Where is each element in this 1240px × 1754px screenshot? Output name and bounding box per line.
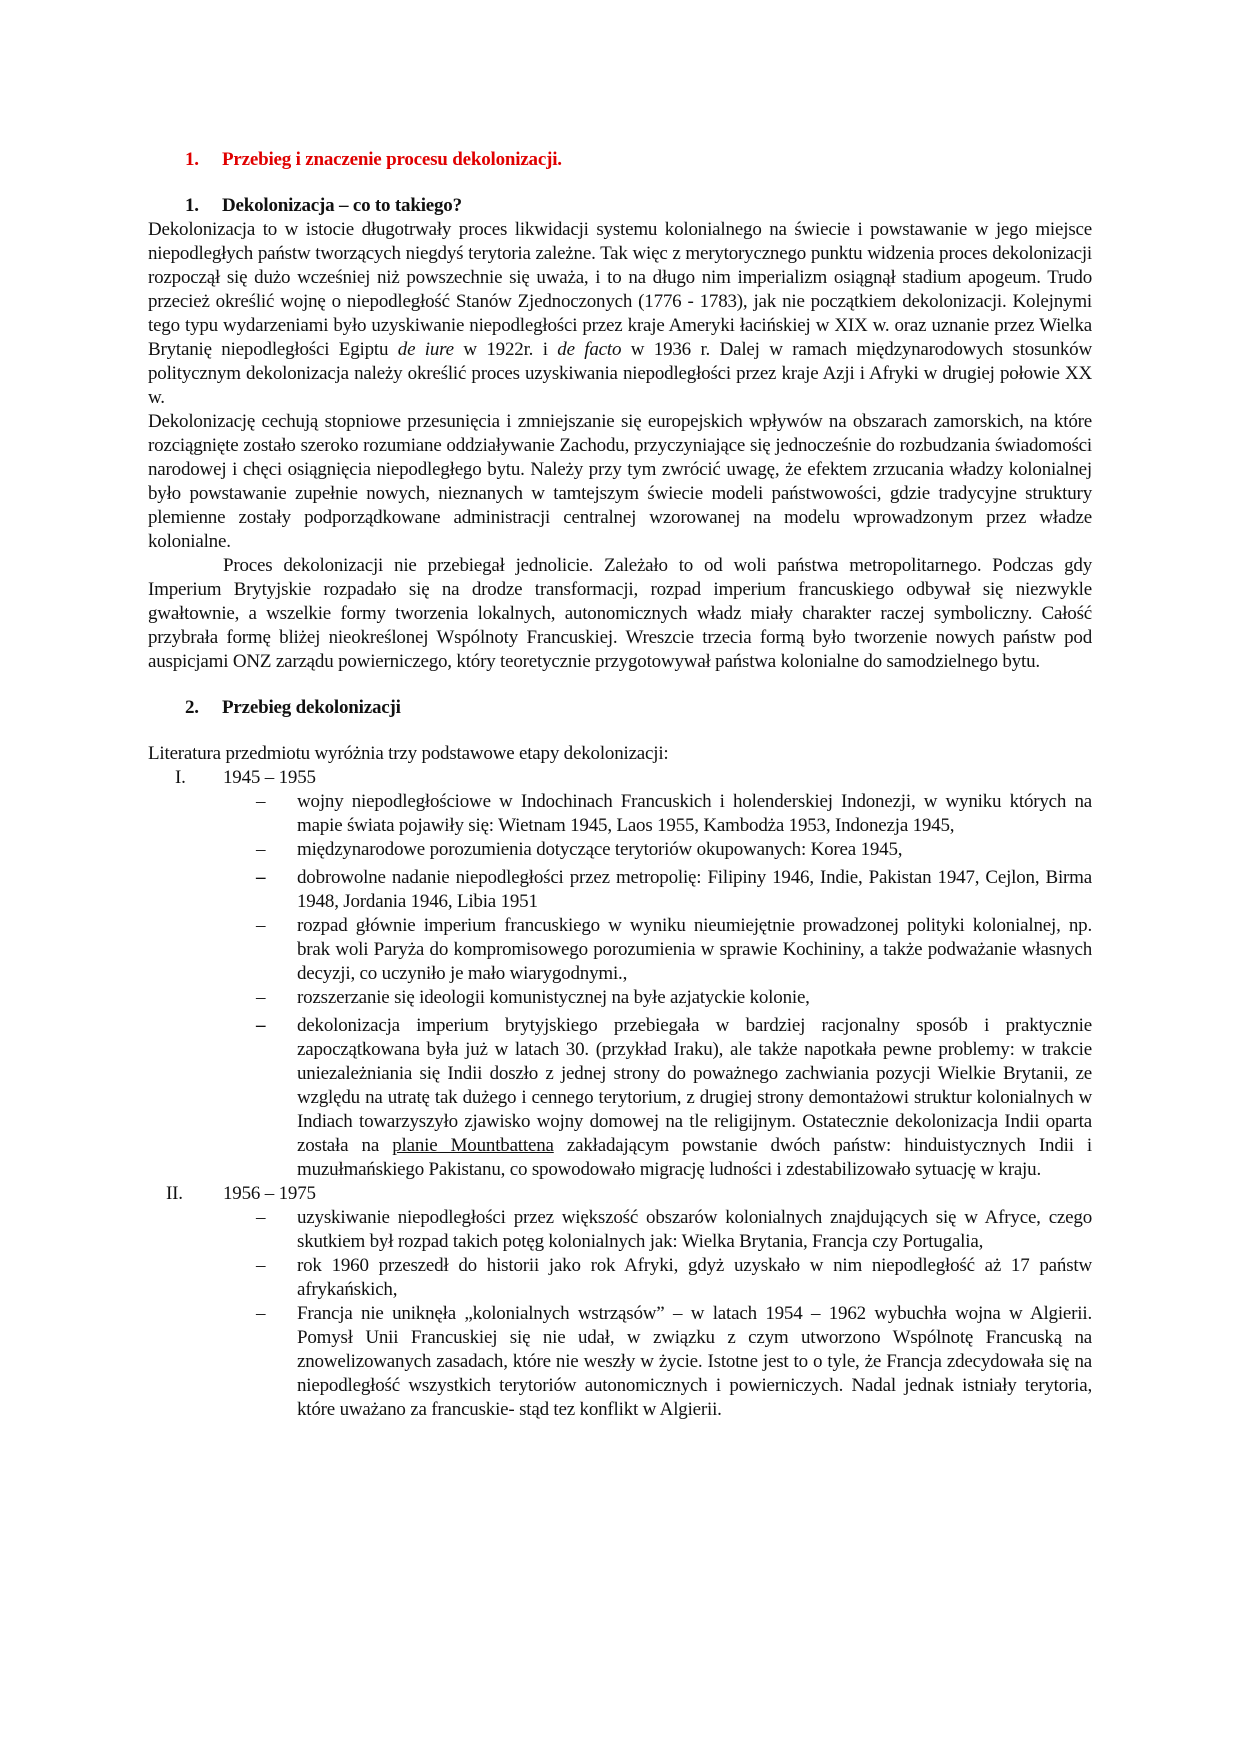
section-number: 2.: [185, 697, 199, 718]
dash-bullet-icon: –: [256, 791, 266, 812]
heading-number: 1.: [185, 149, 199, 170]
dash-bullet-icon: –: [256, 1255, 266, 1276]
main-heading: [148, 148, 1092, 172]
list-item-text: Francja nie uniknęła „kolonialnych wstrząsów” – w latach 1954 – 1962 wybuchła wojna w Algierii. Pomysł Unii Francuskiej się nie udał, w związku z czym utworzono Wspólnotę Francuską na znowelizowanych zasadach, które nie weszły w życie. Istotne jest to o tyle, że Francja zdecydowała się na niepodległość wszystkich terytoriów autonomicznych i powierniczych. Nadal jednak istniały terytoria, które uważano za francuskie- stąd tez konflikt w Algierii.: [297, 1303, 1092, 1420]
dash-bullet-icon: –: [256, 1015, 266, 1036]
stage-period: 1945 – 1955: [223, 767, 316, 788]
stages-intro: Literatura przedmiotu wyróżnia trzy podstawowe etapy dekolonizacji:: [148, 743, 669, 764]
stage-2-heading: [148, 1182, 1092, 1206]
list-item-text: dekolonizacja imperium brytyjskiego przebiegała w bardziej racjonalny sposób i praktycznie zapoczątkowana była już w latach 30. (przykład Iraku), ale także napotkała pewne problemy: w trakcie uniezależniania się Indii doszło z jednej strony do poważnego zachwiania pozycji Wielkie Brytanii, ze względu na utratę tak dużego i cennego terytorium, z drugiej strony demontażowi struktur kolonialnych w Indiach towarzyszyło zjawisko wojny domowej na tle religijnym. Ostatecznie dekolonizacja Indii oparta została na: [297, 1015, 1092, 1156]
section-1-heading: [148, 194, 1092, 218]
dash-bullet-icon: –: [256, 915, 266, 936]
roman-numeral: I.: [175, 767, 186, 788]
section-title: Przebieg dekolonizacji: [222, 697, 401, 718]
italic-de-facto: de facto: [557, 339, 622, 360]
list-item: [256, 866, 1092, 914]
italic-de-iure: de iure: [397, 339, 454, 360]
list-item-text: wojny niepodległościowe w Indochinach Francuskich i holenderskiej Indonezji, w wyniku których na mapie świata pojawiły się: Wietnam 1945, Laos 1955, Kambodża 1953, Indonezja 1945,: [297, 791, 1092, 836]
list-item: [256, 1302, 1092, 1422]
section-2-heading: [148, 696, 1092, 720]
section-title: Dekolonizacja – co to takiego?: [222, 195, 462, 216]
text-run: w 1922r. i: [453, 339, 558, 360]
heading-text: Przebieg i znaczenie procesu dekolonizacji.: [222, 149, 562, 170]
text-run: Dekolonizacja to w istocie długotrwały proces likwidacji systemu kolonialnego na świecie i powstawanie w jego miejsce niepodległych państw tworzących niegdyś terytoria zależne. Tak więc z merytorycznego punktu widzenia proces dekolonizacji rozpoczął się dużo wcześniej niż powszechnie się uważa, i to na długo nim imperializm osiągnął stadium apogeum. Trudo przecież określić wojnę o niepodległość Stanów Zjednoczonych (1776 - 1783), jak nie początkiem dekolonizacji. Kolejnymi tego typu wydarzeniami było uzyskiwanie niepodległości przez kraje Ameryki łacińskiej w XIX w. oraz uznanie przez Wielka Brytanię niepodległości Egiptu: [148, 219, 1092, 360]
paragraph-characteristics: Dekolonizację cechują stopniowe przesunięcia i zmniejszanie się europejskich wpływów na obszarach zamorskich, na które rozciągnięte zostało szeroko rozumiane oddziaływanie Zachodu, przyczyniające się jednocześnie do rozbudzania świadomości narodowej i chęci osiągnięcia niepodległego bytu. Należy przy tym zwrócić uwagę, że efektem zrzucania władzy kolonialnej było powstawanie zupełnie nowych, nieznanych w tamtejszym świecie modeli państwowości, gdzie tradycyjne struktury plemienne zostały podporządkowane administracji centralnej wzorowanej na modelu wprowadzonym przez władze kolonialne.: [148, 411, 1092, 552]
list-item-text: dobrowolne nadanie niepodległości przez metropolię: Filipiny 1946, Indie, Pakistan 1947, Cejlon, Birma 1948, Jordania 1946, Libia 1951: [297, 867, 1092, 912]
section-number: 1.: [185, 195, 199, 216]
list-item: [256, 986, 1092, 1010]
list-item: [256, 838, 1092, 862]
list-item-text: rozpad głównie imperium francuskiego w wyniku nieumiejętnie prowadzonej polityki kolonialnej, np. brak woli Paryża do kompromisowego porozumienia w sprawie Kochininy, a także podważanie własnych decyzji, co uczyniło je mało wiarygodnymi.,: [297, 915, 1092, 984]
roman-numeral: II.: [166, 1183, 183, 1204]
list-item-text: zakładającym powstanie dwóch państw: hinduistycznych Indii i muzułmańskiego Pakistanu, co spowodowało migrację ludności i zdestabilizowało sytuację w kraju.: [297, 1135, 1093, 1180]
dash-bullet-icon: –: [256, 1207, 266, 1228]
paragraph-definition: [148, 218, 1092, 410]
list-item: [256, 1254, 1092, 1302]
stage-1-list: [148, 790, 1092, 1182]
dash-bullet-icon: –: [256, 839, 266, 860]
stage-period: 1956 – 1975: [223, 1183, 316, 1204]
list-item-text: rozszerzanie się ideologii komunistycznej na byłe azjatyckie kolonie,: [297, 987, 810, 1008]
list-item: [256, 914, 1092, 986]
list-item: [256, 1206, 1092, 1254]
mountbatten-plan-link[interactable]: planie Mountbattena: [392, 1135, 554, 1156]
list-item-text: rok 1960 przeszedł do historii jako rok Afryki, gdyż uzyskało w nim niepodległość aż 17 państw afrykańskich,: [297, 1255, 1092, 1300]
list-item-text: międzynarodowe porozumienia dotyczące terytoriów okupowanych: Korea 1945,: [297, 839, 903, 860]
stage-1-heading: [148, 766, 1092, 790]
text-run: w 1936 r. Dalej w ramach międzynarodowych stosunków politycznym dekolonizacja należy określić proces uzyskiwania niepodległości przez kraje Azji i Afryki w drugiej połowie XX w.: [148, 339, 1093, 408]
stage-2-list: [148, 1206, 1092, 1422]
list-item: [256, 790, 1092, 838]
list-item: [256, 1014, 1093, 1182]
paragraph-process: Proces dekolonizacji nie przebiegał jednolicie. Zależało to od woli państwa metropolitarnego. Podczas gdy Imperium Brytyjskie rozpadało się na drodze transformacji, rozpad imperium francuskiego odbywał się niezwykle gwałtownie, a wszelkie formy tworzenia lokalnych, autonomicznych władz miały charakter raczej symboliczny. Całość przybrała formę bliżej nieokreślonej Wspólnoty Francuskiej. Wreszcie trzecia formą było tworzenie nowych państw pod auspicjami ONZ zarządu powierniczego, który teoretycznie przygotowywał państwa kolonialne do samodzielnego bytu.: [148, 555, 1092, 672]
document-page: [148, 148, 1092, 1422]
list-item-text: uzyskiwanie niepodległości przez większość obszarów kolonialnych znajdujących się w Afryce, czego skutkiem był rozpad takich potęg kolonialnych jak: Wielka Brytania, Francja czy Portugalia,: [297, 1207, 1092, 1252]
dash-bullet-icon: –: [256, 987, 266, 1008]
dash-bullet-icon: –: [256, 867, 266, 888]
dash-bullet-icon: –: [256, 1303, 266, 1324]
